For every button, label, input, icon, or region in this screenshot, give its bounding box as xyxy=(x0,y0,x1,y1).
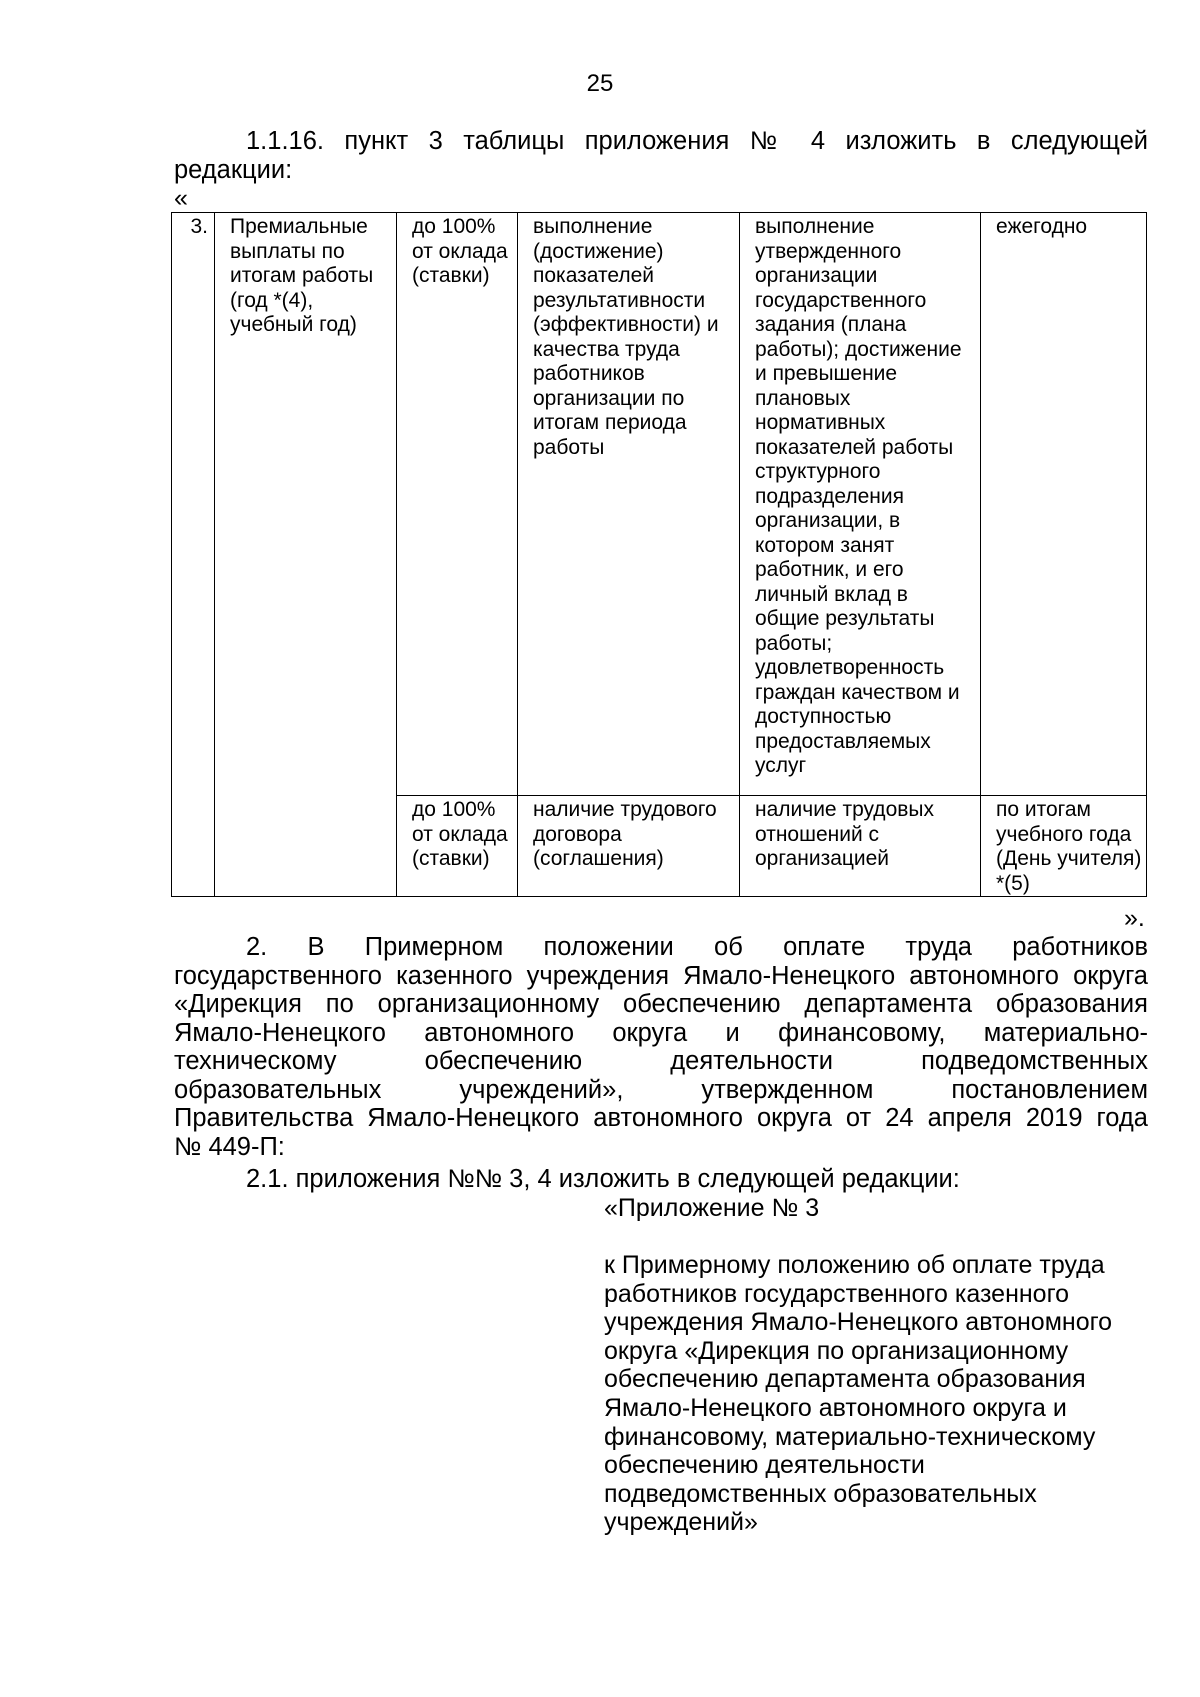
period-cell: по итогам учебного года (День учителя) *(5) xyxy=(981,796,1147,897)
amount-cell: до 100% от оклада (ставки) xyxy=(397,213,518,796)
appendix-line: учреждений» xyxy=(604,1508,758,1537)
table-row xyxy=(172,213,1147,796)
appendix-line: обеспечению департамента образования xyxy=(604,1365,1086,1394)
amount-cell: до 100% от оклада (ставки) xyxy=(397,796,518,897)
appendix-line: работников государственного казенного xyxy=(604,1279,1070,1308)
section-2-line: государственного казенного учреждения Ямало-Ненецкого автономного округа xyxy=(174,961,1148,990)
section-2-1-paragraph xyxy=(174,1165,1148,1194)
close-quote: ». xyxy=(1124,904,1145,932)
appendix-line: к Примерному положению об оплате труда xyxy=(604,1251,1105,1279)
criteria-cell: выполнение утвержденного организации государственного задания (плана работы); достижение и превышение плановых нормативных показателей работы структурного подразделения организации, в котором занят работник, и его личный вклад в общие результаты работы; удовлетворенность граждан качеством и доступностью предоставляемых услуг xyxy=(740,213,981,796)
condition-cell: выполнение (достижение) показателей результативности (эффективности) и качества труда работников организации по итогам периода работы xyxy=(518,213,740,796)
appendix-line: учреждения Ямало-Ненецкого автономного xyxy=(604,1308,1113,1337)
appendix-reference xyxy=(604,1251,1164,1537)
intro-line-2: редакции: xyxy=(174,155,293,184)
appendix-line: обеспечению деятельности xyxy=(604,1451,925,1480)
appendix-line: Ямало-Ненецкого автономного округа и xyxy=(604,1393,1067,1422)
appendix-title: «Приложение № 3 xyxy=(604,1194,820,1222)
appendix-line: округа «Дирекция по организационному xyxy=(604,1336,1069,1365)
section-2-1-line: 2.1. приложения №№ 3, 4 изложить в следующей редакции: xyxy=(246,1165,960,1193)
row-label-cell: Премиальные выплаты по итогам работы (год *(4), учебный год) xyxy=(215,213,397,897)
row-number-cell: 3. xyxy=(172,213,215,897)
section-2-line: техническому обеспечению деятельности подведомственных xyxy=(174,1047,1148,1075)
section-2-paragraph xyxy=(174,933,1148,1161)
page-number: 25 xyxy=(586,70,614,97)
criteria-cell: наличие трудовых отношений с организацией xyxy=(740,796,981,897)
condition-cell: наличие трудового договора (соглашения) xyxy=(518,796,740,897)
section-2-line: 2. В Примерном положении об оплате труда работников xyxy=(246,933,1148,961)
section-2-line: Ямало-Ненецкого автономного округа и финансовому, материально- xyxy=(174,1018,1148,1047)
section-2-line: образовательных учреждений», утвержденном постановлением xyxy=(174,1075,1148,1104)
appendix-line: подведомственных образовательных xyxy=(604,1479,1037,1508)
intro-paragraph xyxy=(174,127,1148,184)
intro-line-1: 1.1.16. пункт 3 таблицы приложения № 4 изложить в следующей xyxy=(246,127,1148,155)
section-2-line: Правительства Ямало-Ненецкого автономного округа от 24 апреля 2019 года xyxy=(174,1104,1148,1132)
period-cell: ежегодно xyxy=(981,213,1147,796)
appendix-line: финансовому, материально-техническому xyxy=(604,1422,1096,1451)
payment-table xyxy=(171,212,1147,897)
section-2-line: «Дирекция по организационному обеспечению департамента образования xyxy=(174,990,1148,1018)
section-2-line: № 449-П: xyxy=(174,1132,285,1161)
open-quote: « xyxy=(174,184,188,212)
